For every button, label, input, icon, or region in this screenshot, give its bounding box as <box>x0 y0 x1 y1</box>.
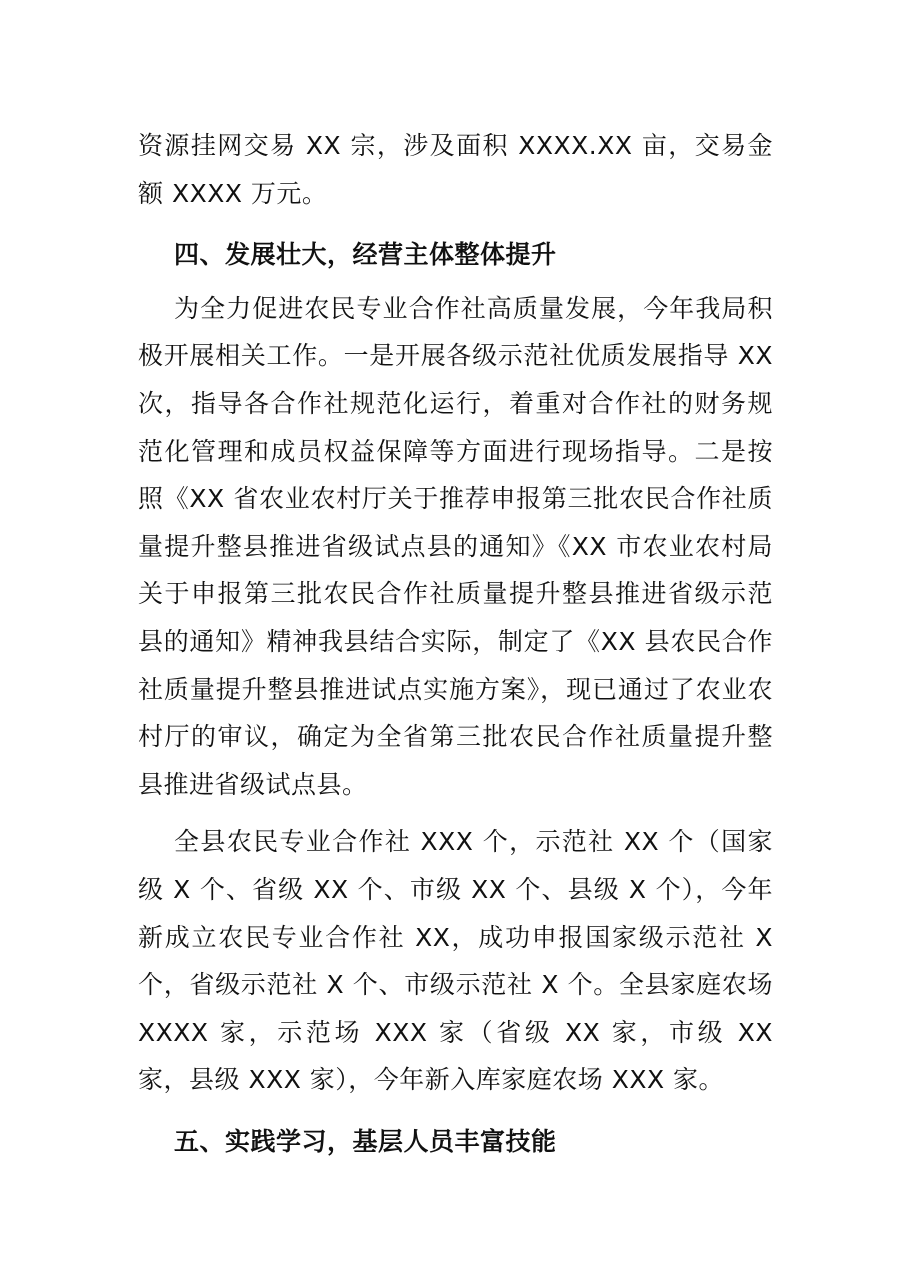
section-heading-five: 五、实践学习，基层人员丰富技能 <box>174 1126 557 1156</box>
paragraph-land-transactions: 资源挂网交易 XX 宗，涉及面积 XXXX.XX 亩，交易金额 XXXX 万元。 <box>138 131 773 208</box>
paragraph-cooperative-statistics: 全县农民专业合作社 XXX 个，示范社 XX 个（国家级 X 个、省级 XX 个、市级 XX 个、县级 X 个），今年新成立农民专业合作社 XX，成功申报国家级示范社 X 个，省级示范社 X 个、市级示范社 X 个。全县家庭农场 XXXX 家，示范场 XXX 家（省级 XX 家，市级 XX 家，县级 XXX 家），今年新入库家庭农场 XXX 家。 <box>138 827 773 1095</box>
paragraph-cooperative-development: 为全力促进农民专业合作社高质量发展，今年我局积极开展相关工作。一是开展各级示范社优质发展指导 XX 次，指导各合作社规范化运行，着重对合作社的财务规范化管理和成员权益保障等方面进行现场指导。二是按照《XX 省农业农村厅关于推荐申报第三批农民合作社质量提升整县推进省级试点县的通知》《XX 市农业农村局关于申报第三批农民合作社质量提升整县推进省级示范县的通知》精神我县结合实际，制定了《XX 县农民合作社质量提升整县推进试点实施方案》，现已通过了农业农村厅的审议，确定为全省第三批农民合作社质量提升整县推进省级试点县。 <box>138 293 773 799</box>
section-heading-four: 四、发展壮大，经营主体整体提升 <box>174 240 557 270</box>
document-body <box>138 122 773 1165</box>
